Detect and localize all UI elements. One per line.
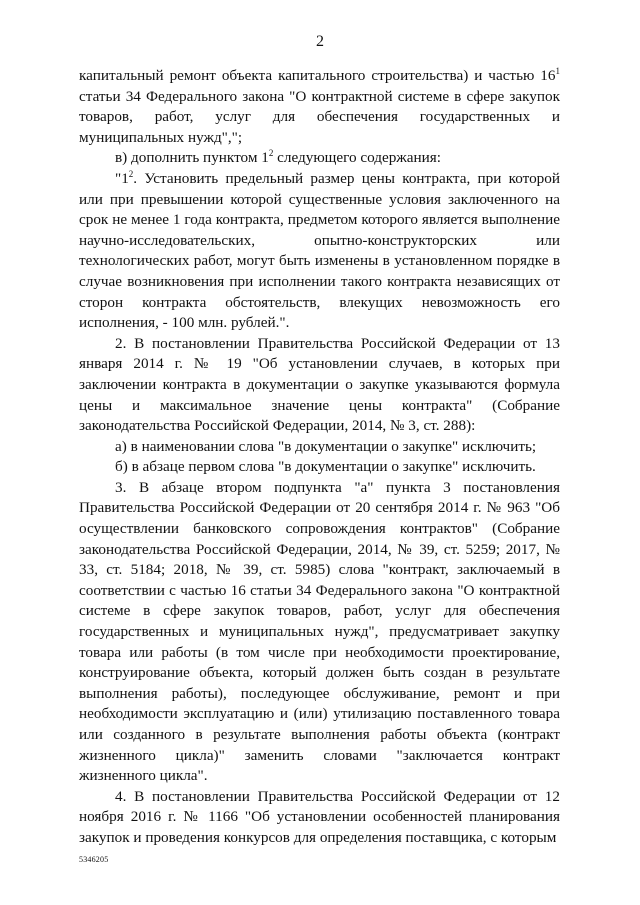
paragraph-item-v: в) дополнить пунктом $1^2$ следующего содержания: <box>115 148 441 167</box>
paragraph-item-a: а) в наименовании слова "в документации о закупке" исключить; <box>115 437 537 455</box>
document-body <box>79 66 560 849</box>
superscript: 2 <box>268 148 274 159</box>
paragraph-section-3: 3. В абзаце втором подпункта "а" пункта 3 постановления Правительства Российской Федерации от 20 сентября 2014 г. № 963 "Об осуществлении банковского сопровождения контрактов" (Собрание законодательства Российской Федерации, 2014, № 39, ст. 5259; 2017, № 33, ст. 5184; 2018, № 39, ст. 5985) слова "контракт, заключаемый в соответствии с частью 16 статьи 34 Федерального закона "О контрактной системе в сфере закупок товаров, работ, услуг для обеспечения государственных и муниципальных нужд", предусматривает закупку товара или работы (в том числе при необходимости проектирование, конструирование объекта, который должен быть создан в результате выполнения работы), последующее обслуживание, ремонт и при необходимости эксплуатацию и (или) утилизацию поставленного товара или созданного в результате выполнения работы объекта (контракт жизненного цикла)" заменить словами "заключается контракт жизненного цикла". <box>79 478 560 785</box>
paragraph-point-1-2: "$1^2$. Установить предельный размер цены контракта, при которой или при превышении которой существенные условия заключенного на срок не менее 1 года контракта, предметом которого является выполнение научно-исследовательских, опытно-конструкторских или технологических работ, могут быть изменены в установленном порядке в случае возникновения при исполнении такого контракта независящих от сторон контракта обстоятельств, влекущих невозможность его исполнения, - 100 млн. рублей.". <box>79 168 560 332</box>
document-code: 5346205 <box>79 855 109 864</box>
paragraph-continuation: капитальный ремонт объекта капитального строительства) и частью $16^1$ статьи 34 Федерального закона "О контрактной системе в сфере закупок товаров, работ, услуг для обеспечения государственных и муниципальных нужд","; <box>79 66 560 146</box>
paragraph-section-2: 2. В постановлении Правительства Российской Федерации от 13 января 2014 г. № 19 "Об установлении случаев, в которых при заключении контракта в документации о закупке указываются формула цены и максимальное значение цены контракта" (Собрание законодательства Российской Федерации, 2014, № 3, ст. 288): <box>79 334 560 435</box>
superscript: 1 <box>555 66 560 76</box>
page-number: 2 <box>316 33 324 50</box>
superscript: 2 <box>128 168 134 179</box>
paragraph-item-b: б) в абзаце первом слова "в документации о закупке" исключить. <box>115 458 536 476</box>
paragraph-section-4: 4. В постановлении Правительства Российской Федерации от 12 ноября 2016 г. № 1166 "Об установлении особенностей планирования закупок и проведения конкурсов для определения поставщика, с которым <box>79 787 560 846</box>
